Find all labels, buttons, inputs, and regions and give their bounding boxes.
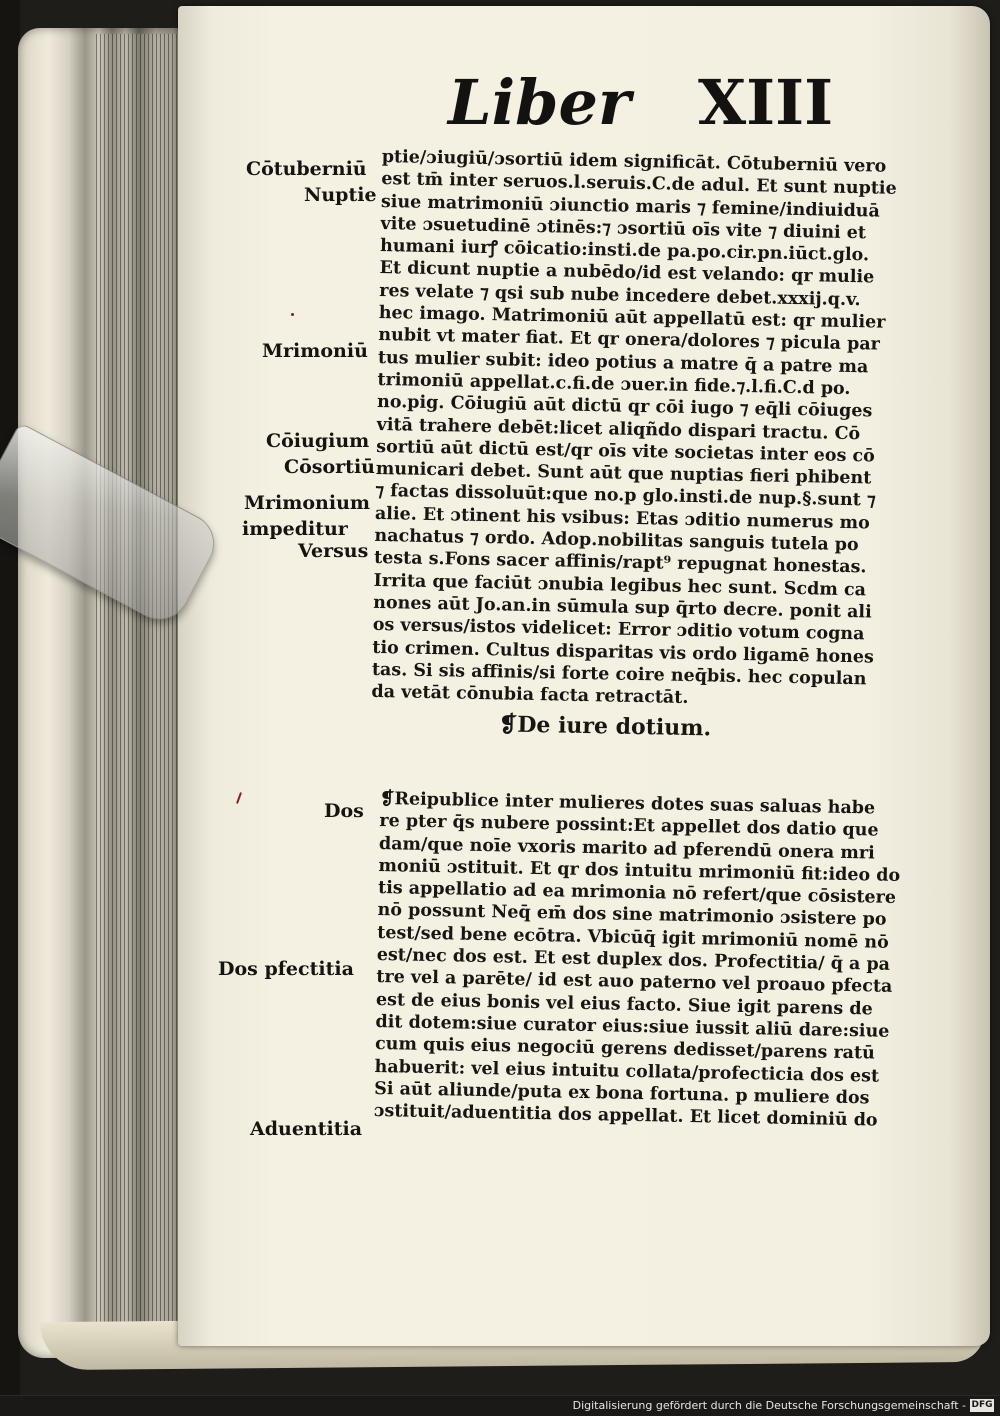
text-line: ptie/ɔiugiū/ɔsortiū idem significāt. Cōtuberniū vero bbox=[381, 146, 887, 177]
text-line: nubit vt mater fiat. Et qr onera/dolores ⁊ picula par bbox=[378, 325, 881, 355]
text-line: nō possunt Neq̄ em̄ dos sine matrimonio ɔsistere po bbox=[377, 900, 887, 931]
margin-note-matrimonium-2: Mrimonium bbox=[244, 492, 370, 514]
text-line: tas. Si sis affinis/si forte coire neq̄bis. hec copulan bbox=[371, 659, 867, 690]
margin-note-cotubernium: Cōtuberniū bbox=[246, 158, 367, 180]
text-line: vitā trahere debēt:licet aliqñdo dispari tractu. Cō bbox=[376, 414, 861, 444]
header-word-liber: Liber bbox=[448, 66, 631, 139]
text-line: nones aūt Jo.an.in sūmula sup q̄rto decre. ponit ali bbox=[373, 592, 872, 623]
text-line: tio crimen. Cultus disparitas vis ordo ligamē hones bbox=[372, 637, 875, 668]
text-line: humani iurꝭ cōicatio:insti.de pa.po.cir.pn.iūct.glo. bbox=[379, 236, 870, 266]
margin-note-consortium: Cōsortiū bbox=[284, 456, 375, 478]
margin-note-impeditur: impeditur bbox=[242, 518, 348, 540]
text-line: Irrita que faciūt ɔnubia legibus hec sunt. Scdm ca bbox=[373, 570, 867, 601]
header-roman-numeral: XIII bbox=[698, 66, 834, 139]
body-text-block bbox=[371, 146, 938, 752]
text-line: est de eius bonis vel eius facto. Siue igit parens de bbox=[375, 989, 873, 1020]
page-edges bbox=[96, 34, 184, 1334]
text-line: ⁊ factas dissoluūt:que no.p glo.insti.de nup.§.sunt ⁊ bbox=[375, 481, 876, 511]
text-line: habuerit: vel eius intuitu collata/profecticia dos est bbox=[374, 1056, 880, 1087]
text-line: test/sed bene ecōtra. Vbicūq̄ igit mrimoniū nomē nō bbox=[377, 922, 889, 953]
text-line: os versus/istos videlicet: Error ɔditio votum cogna bbox=[372, 615, 865, 645]
body-text-block-2 bbox=[374, 788, 936, 1133]
digitization-footer bbox=[0, 1396, 1000, 1416]
margin-note-coniugium: Cōiugium bbox=[266, 430, 370, 452]
text-line: hec imago. Matrimoniū aūt appellatū est: qr mulier bbox=[378, 303, 886, 333]
margin-note-nuptie: Nuptie bbox=[304, 184, 377, 206]
margin-note-matrimonium: Mrimoniū bbox=[262, 340, 368, 362]
text-line: Et dicunt nuptie a nubēdo/id est velando: qr mulie bbox=[379, 258, 875, 288]
text-line: est/nec dos est. Et est duplex dos. Profectitia/ q̄ a pa bbox=[376, 945, 891, 975]
text-line: testa s.Fons sacer affinis/rapt⁹ repugnat honestas. bbox=[373, 548, 867, 578]
margin-note-versus: Versus bbox=[298, 540, 369, 562]
text-line: tis appellatio ad ea mrimonia nō refert/que cōsistere bbox=[377, 878, 897, 909]
text-line: Si aūt aliunde/puta ex bona fortuna. p muliere dos bbox=[374, 1078, 870, 1109]
background-left bbox=[0, 0, 20, 1395]
text-line: municari debet. Sunt aūt que nuptias fieri phibent bbox=[375, 459, 872, 489]
text-line: cum quis eius negociū gerens dedisset/parens ratū bbox=[374, 1034, 875, 1064]
dfg-logo: DFG bbox=[971, 1400, 993, 1410]
text-line: da vetāt cōnubia facta retractāt. bbox=[371, 682, 689, 709]
text-line: ɔstituit/aduentitia dos appellat. Et licet dominiū do bbox=[373, 1101, 878, 1131]
text-line: nachatus ⁊ ordo. Adop.nobilitas sanguis tutela po bbox=[374, 525, 859, 556]
section-heading: ❡De iure dotium. bbox=[498, 711, 712, 742]
text-line: tus mulier subit: ideo potius a matre q̄ a patre ma bbox=[377, 347, 869, 378]
text-line: tre vel a parēte/ id est auo paterno vel proauo pfecta bbox=[376, 967, 893, 998]
text-line: est tm̄ inter seruos.l.seruis.C.de adul. Et sunt nuptie bbox=[381, 169, 897, 200]
text-line: siue matrimoniū ɔiunctio maris ⁊ femine/indiuiduā bbox=[380, 191, 881, 222]
text-line: no.pig. Cōiugiū aūt dictū qr cōi iugo ⁊ eq̄li cōiuges bbox=[376, 392, 873, 422]
text-line: sortiū aūt dictū est/qr oīs vite societas inter eos cō bbox=[376, 436, 876, 467]
text-line: dam/que noīe vxoris marito ad pferendū onera mri bbox=[378, 833, 875, 864]
text-line: vite ɔsuetudinē ɔtinēs:⁊ ɔsortiū oīs vite ⁊ diuini et bbox=[380, 213, 867, 244]
margin-note-adventitia: Aduentitia bbox=[250, 1118, 363, 1140]
margin-note-dos-profectitia: Dos pfectitia bbox=[218, 958, 354, 980]
running-header bbox=[440, 66, 840, 146]
text-line: ❡Reipublice inter mulieres dotes suas saluas habe bbox=[379, 788, 876, 819]
text-line: re pter q̄s nubere possint:Et appellet dos datio que bbox=[379, 811, 879, 841]
text-line: dit dotem:siue curator eius:siue iussit aliū dare:siue bbox=[375, 1011, 890, 1042]
text-line: moniū ɔstituit. Et qr dos intuitu mrimoniū fit:ideo do bbox=[378, 855, 901, 886]
text-line: trimoniū appellat.c.fi.de ɔuer.in fide.⁊.l.fi.C.d po. bbox=[377, 369, 851, 400]
text-line: alie. Et ɔtinent his vsibus: Etas ɔditio numerus mo bbox=[374, 503, 870, 534]
ink-spot bbox=[291, 313, 294, 316]
margin-note-dos: Dos bbox=[324, 800, 364, 822]
text-line: res velate ⁊ qsi sub nube incedere debet.xxxij.q.v. bbox=[379, 280, 861, 310]
footer-credit: Digitalisierung gefördert durch die Deutsche Forschungsgemeinschaft - bbox=[572, 1399, 966, 1412]
